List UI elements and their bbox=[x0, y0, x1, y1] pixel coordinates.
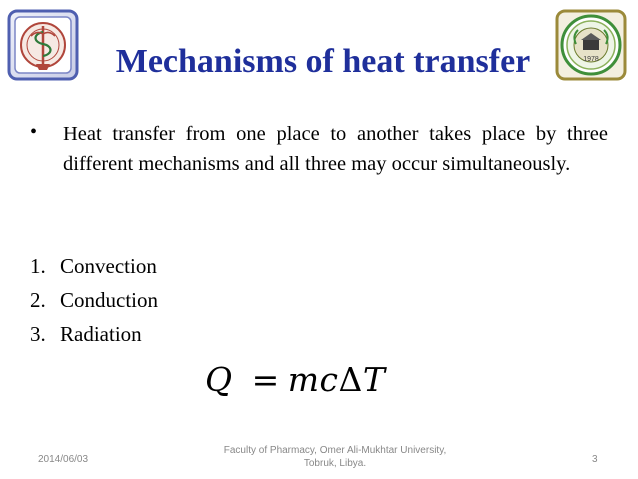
list-item-label: Conduction bbox=[60, 288, 158, 312]
formula-rhs-end: T bbox=[362, 360, 386, 399]
list-item bbox=[30, 319, 158, 353]
list-item bbox=[30, 251, 158, 285]
list-item-number: 2. bbox=[30, 288, 46, 312]
university-seal-logo bbox=[554, 8, 628, 82]
list-item-number: 3. bbox=[30, 322, 46, 346]
footer-date: 2014/06/03 bbox=[38, 454, 89, 465]
footer-page-number: 3 bbox=[592, 454, 598, 465]
footer-affiliation-line2: Tobruk, Libya. bbox=[303, 458, 367, 469]
list-item-label: Radiation bbox=[60, 322, 142, 346]
formula-delta: Δ bbox=[338, 360, 363, 399]
formula-equals: = bbox=[251, 360, 280, 399]
heat-equation bbox=[205, 360, 385, 399]
bullet-text: Heat transfer from one place to another takes place by three different mechanisms and all three may occur simultaneously. bbox=[63, 123, 608, 175]
footer-affiliation-line1: Faculty of Pharmacy, Omer Ali-Mukhtar University, bbox=[223, 445, 447, 456]
seal-year: 1978 bbox=[583, 56, 599, 63]
formula-rhs-vars: mc bbox=[287, 360, 339, 399]
bullet-marker: • bbox=[30, 121, 38, 143]
mechanism-list bbox=[30, 251, 158, 353]
list-item bbox=[30, 285, 158, 319]
pharmacy-faculty-logo bbox=[6, 8, 80, 82]
formula-lhs: Q bbox=[205, 360, 233, 399]
bullet-item bbox=[30, 119, 608, 179]
slide-title: Mechanisms of heat transfer bbox=[115, 43, 531, 80]
footer-affiliation bbox=[200, 444, 470, 470]
list-item-number: 1. bbox=[30, 254, 46, 278]
list-item-label: Convection bbox=[60, 254, 157, 278]
